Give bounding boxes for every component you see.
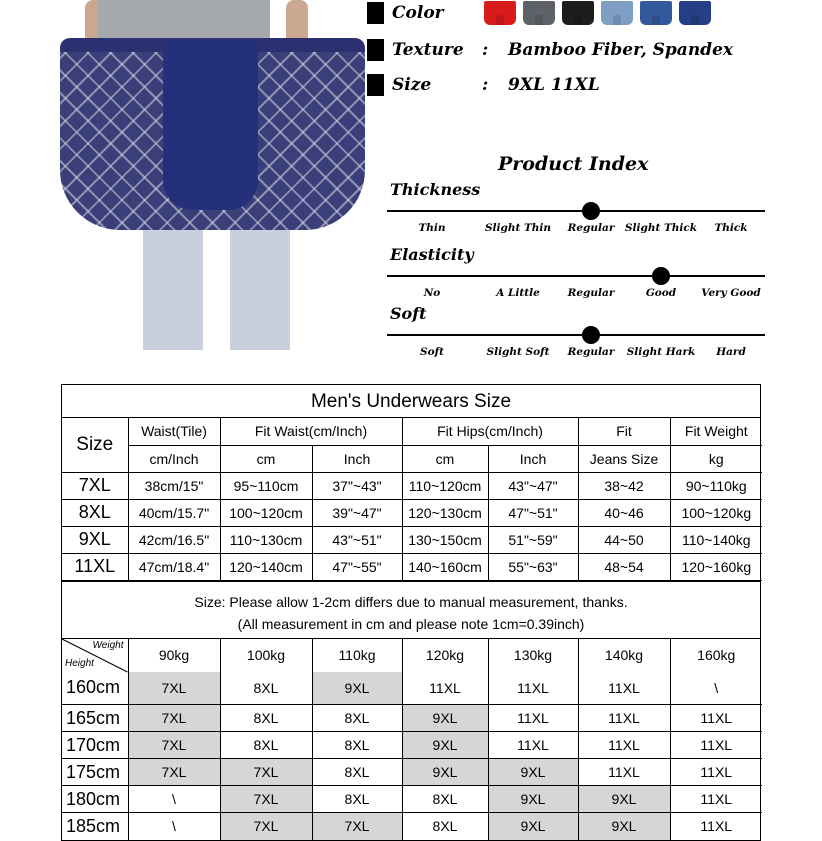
header-cell: Fit Hips(cm/Inch) <box>402 418 578 445</box>
index-label: Elasticity <box>390 245 474 264</box>
index-option: Regular <box>567 222 615 234</box>
size-name-cell: 9XL <box>62 526 128 553</box>
height-cell: 180cm <box>62 786 128 813</box>
size-recommendation-cell: 7XL <box>220 759 312 786</box>
texture-value: Bamboo Fiber, Spandex <box>508 40 734 60</box>
size-recommendation-cell: \ <box>670 672 762 705</box>
size-recommendation-cell: 8XL <box>220 672 312 705</box>
measurement-note <box>62 581 760 639</box>
product-photo <box>0 0 380 360</box>
table-cell: 38cm/15" <box>128 472 220 499</box>
corner-height-label: Height <box>65 657 94 669</box>
table-cell: 43"~47" <box>488 472 578 499</box>
size-recommendation-cell: 8XL <box>312 759 402 786</box>
height-cell: 185cm <box>62 813 128 840</box>
index-scale-line <box>387 210 765 212</box>
subheader-cell: kg <box>670 445 762 472</box>
index-option: Slight Thin <box>484 222 552 234</box>
size-recommendation-cell: 8XL <box>402 813 488 840</box>
index-option: Slight Hark <box>626 346 696 358</box>
size-recommendation-cell: \ <box>128 786 220 813</box>
table-row <box>62 672 762 705</box>
color-swatch[interactable] <box>679 1 711 25</box>
size-recommendation-cell: 11XL <box>488 672 578 705</box>
weight-header-cell: 90kg <box>128 639 220 672</box>
size-spec <box>367 73 600 97</box>
size-recommendation-cell: \ <box>128 813 220 840</box>
size-recommendation-cell: 11XL <box>578 759 670 786</box>
table-row <box>62 553 762 580</box>
size-recommendation-cell: 11XL <box>578 732 670 759</box>
header-cell: Fit <box>578 418 670 445</box>
color-label: Color <box>392 3 444 23</box>
underwear-pouch <box>163 40 258 210</box>
table-row <box>62 526 762 553</box>
size-recommendation-cell: 9XL <box>488 759 578 786</box>
size-recommendation-cell: 11XL <box>670 813 762 840</box>
table-row <box>62 705 762 732</box>
index-marker <box>652 267 670 285</box>
table-row <box>62 813 762 840</box>
table-cell: 51"~59" <box>488 526 578 553</box>
corner-cell <box>62 639 128 672</box>
index-option: A Little <box>496 287 540 299</box>
texture-label: Texture <box>392 40 464 60</box>
index-scale-line <box>387 334 765 336</box>
size-recommendation-cell: 11XL <box>402 672 488 705</box>
size-recommendation-cell: 11XL <box>578 672 670 705</box>
size-recommendation-cell: 7XL <box>220 786 312 813</box>
table-cell: 40cm/15.7" <box>128 499 220 526</box>
size-recommendation-cell: 7XL <box>128 759 220 786</box>
product-index-title: Product Index <box>498 153 649 175</box>
size-recommendation-cell: 9XL <box>402 705 488 732</box>
size-recommendation-cell: 11XL <box>670 759 762 786</box>
corner-weight-label: Weight <box>92 639 124 651</box>
model-left-leg <box>143 220 203 350</box>
size-name-cell: 7XL <box>62 472 128 499</box>
colon: : <box>482 75 489 95</box>
weight-header-cell: 120kg <box>402 639 488 672</box>
texture-spec <box>367 38 733 62</box>
size-recommendation-cell: 7XL <box>312 813 402 840</box>
height-cell: 165cm <box>62 705 128 732</box>
size-recommendation-cell: 8XL <box>312 732 402 759</box>
note-line: Size: Please allow 1-2cm differs due to manual measurement, thanks. <box>194 593 628 610</box>
table-cell: 47cm/18.4" <box>128 553 220 580</box>
bullet-marker <box>367 2 384 24</box>
size-recommendation-cell: 9XL <box>312 672 402 705</box>
size-recommendation-cell: 7XL <box>220 813 312 840</box>
weight-header-cell: 130kg <box>488 639 578 672</box>
table-cell: 120~130cm <box>402 499 488 526</box>
subheader-cell: Inch <box>312 445 402 472</box>
size-name-cell: 8XL <box>62 499 128 526</box>
size-recommendation-cell: 9XL <box>578 786 670 813</box>
table-cell: 130~150cm <box>402 526 488 553</box>
size-recommendation-cell: 9XL <box>402 732 488 759</box>
table-row <box>62 759 762 786</box>
index-option: Thick <box>714 222 748 234</box>
table-row <box>62 732 762 759</box>
table-cell: 38~42 <box>578 472 670 499</box>
subheader-cell: Inch <box>488 445 578 472</box>
table-cell: 39"~47" <box>312 499 402 526</box>
size-recommendation-cell: 8XL <box>312 705 402 732</box>
color-swatch[interactable] <box>484 1 516 25</box>
table-cell: 43"~51" <box>312 526 402 553</box>
size-recommendation-cell: 9XL <box>578 813 670 840</box>
size-recommendation-cell: 8XL <box>220 705 312 732</box>
table-cell: 120~160kg <box>670 553 762 580</box>
index-option: Slight Thick <box>624 222 698 234</box>
colon: : <box>482 40 489 60</box>
bullet-marker <box>367 39 384 61</box>
color-spec <box>367 1 711 25</box>
size-recommendation-cell: 8XL <box>312 786 402 813</box>
index-option: Thin <box>418 222 446 234</box>
size-recommendation-cell: 7XL <box>128 672 220 705</box>
index-scale-line <box>387 275 765 277</box>
size-recommendation-cell: 9XL <box>402 759 488 786</box>
size-recommendation-cell: 8XL <box>402 786 488 813</box>
table-cell: 44~50 <box>578 526 670 553</box>
height-cell: 160cm <box>62 672 128 705</box>
table-cell: 110~120cm <box>402 472 488 499</box>
index-option: No <box>423 287 441 299</box>
weight-header-cell: 160kg <box>670 639 762 672</box>
subheader-cell: Jeans Size <box>578 445 670 472</box>
table-cell: 100~120kg <box>670 499 762 526</box>
table-row <box>62 786 762 813</box>
weight-header-row <box>62 639 762 672</box>
weight-header-cell: 110kg <box>312 639 402 672</box>
size-recommendation-cell: 9XL <box>488 813 578 840</box>
size-chart <box>61 384 761 841</box>
color-swatches <box>484 1 711 25</box>
subheader-cell: cm <box>220 445 312 472</box>
index-option: Hard <box>716 346 746 358</box>
size-value: 9XL 11XL <box>508 75 600 95</box>
table-cell: 120~140cm <box>220 553 312 580</box>
index-option: Regular <box>567 346 615 358</box>
index-option: Slight Soft <box>486 346 550 358</box>
color-swatch[interactable] <box>523 1 555 25</box>
height-weight-table <box>62 639 762 840</box>
size-recommendation-cell: 7XL <box>128 705 220 732</box>
index-marker <box>582 326 600 344</box>
size-recommendation-cell: 8XL <box>220 732 312 759</box>
index-marker <box>582 202 600 220</box>
height-cell: 175cm <box>62 759 128 786</box>
table-cell: 100~120cm <box>220 499 312 526</box>
color-swatch[interactable] <box>601 1 633 25</box>
table-cell: 110~130cm <box>220 526 312 553</box>
size-recommendation-cell: 9XL <box>488 786 578 813</box>
table-header-row <box>62 418 762 445</box>
header-cell: Waist(Tile) <box>128 418 220 445</box>
weight-header-cell: 140kg <box>578 639 670 672</box>
index-option: Very Good <box>701 287 761 299</box>
subheader-cell: cm <box>402 445 488 472</box>
model-right-leg <box>230 220 290 350</box>
size-label: Size <box>392 75 432 95</box>
table-cell: 55"~63" <box>488 553 578 580</box>
color-swatch[interactable] <box>640 1 672 25</box>
table-cell: 40~46 <box>578 499 670 526</box>
size-recommendation-cell: 11XL <box>670 705 762 732</box>
index-option: Soft <box>420 346 444 358</box>
table-cell: 37"~43" <box>312 472 402 499</box>
subheader-cell: cm/Inch <box>128 445 220 472</box>
size-recommendation-cell: 11XL <box>670 732 762 759</box>
table-cell: 42cm/16.5" <box>128 526 220 553</box>
table-cell: 110~140kg <box>670 526 762 553</box>
size-table <box>62 418 762 581</box>
size-chart-title: Men's Underwears Size <box>62 385 760 418</box>
index-label: Soft <box>390 304 427 323</box>
index-label: Thickness <box>390 180 481 199</box>
size-name-cell: 11XL <box>62 553 128 580</box>
color-swatch[interactable] <box>562 1 594 25</box>
size-recommendation-cell: 7XL <box>128 732 220 759</box>
table-cell: 47"~55" <box>312 553 402 580</box>
table-cell: 95~110cm <box>220 472 312 499</box>
size-recommendation-cell: 11XL <box>670 786 762 813</box>
table-cell: 47"~51" <box>488 499 578 526</box>
index-option: Regular <box>567 287 615 299</box>
size-recommendation-cell: 11XL <box>488 705 578 732</box>
table-cell: 140~160cm <box>402 553 488 580</box>
table-subheader-row <box>62 445 762 472</box>
size-recommendation-cell: 11XL <box>488 732 578 759</box>
weight-header-cell: 100kg <box>220 639 312 672</box>
size-header: Size <box>62 418 128 472</box>
index-option: Good <box>645 287 677 299</box>
table-cell: 48~54 <box>578 553 670 580</box>
height-cell: 170cm <box>62 732 128 759</box>
header-cell: Fit Waist(cm/Inch) <box>220 418 402 445</box>
table-row <box>62 472 762 499</box>
bullet-marker <box>367 74 384 96</box>
table-row <box>62 499 762 526</box>
note-line: (All measurement in cm and please note 1cm=0.39inch) <box>237 615 585 632</box>
size-recommendation-cell: 11XL <box>578 705 670 732</box>
table-cell: 90~110kg <box>670 472 762 499</box>
header-cell: Fit Weight <box>670 418 762 445</box>
